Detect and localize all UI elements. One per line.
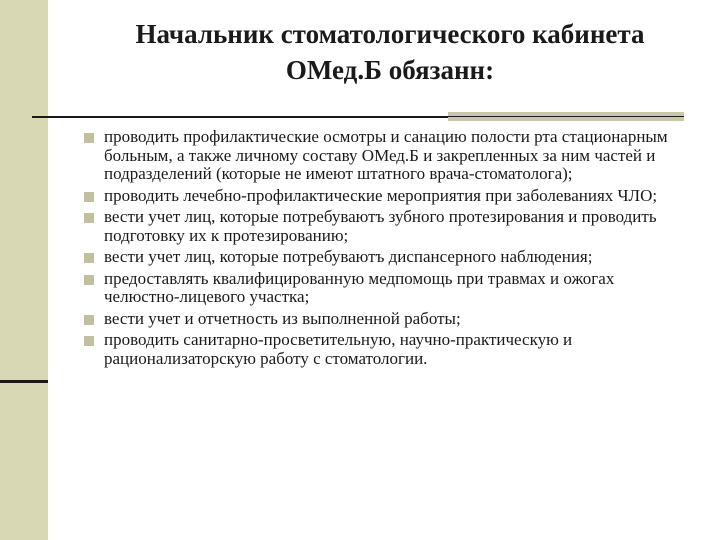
list-item [84,310,694,329]
list-item-text: предоставлять квалифицированную медпомощь при травмах и ожогах челюстно-лицевого участка; [104,268,615,306]
list-item-text: проводить профилактические осмотры и санацию полости рта стационарным больным, а также личному составу ОМед.Б и закрепленных за ним частей и подразделений (которые не имеют штатного врача-стоматолога); [104,127,668,183]
list-item-text: вести учет лиц, которые потребуваютъ зубного протезирования и проводить подготовку их к протезированию; [104,207,657,245]
square-bullet-icon [84,275,94,285]
list-item-text: проводить санитарно-просветительную, научно-практическую и рационализаторскую работу с стоматологии. [104,330,573,368]
list-item-text: вести учет и отчетность из выполненной работы; [104,308,461,328]
list-item-text: вести учет лиц, которые потребуваютъ диспансерного наблюдения; [104,247,593,266]
square-bullet-icon [84,133,94,143]
list-item [84,187,694,206]
title-accent-bar [448,112,684,121]
list-item [84,128,694,184]
list-item [84,208,694,245]
square-bullet-icon [84,213,94,223]
square-bullet-icon [84,315,94,325]
list-item [84,248,694,267]
square-bullet-icon [84,336,94,346]
list-item [84,331,694,368]
slide-title [60,16,720,88]
square-bullet-icon [84,192,94,202]
band-divider [0,380,48,383]
list-item-text: проводить лечебно-профилактические мероприятия при заболеваниях ЧЛО; [104,185,658,205]
list-item [84,270,694,307]
title-line-1: Начальник стоматологического кабинета [135,19,645,49]
left-decorative-band [0,0,48,540]
duties-list [84,128,694,371]
square-bullet-icon [84,253,94,263]
title-line-2: ОМед.Б обязанн: [285,55,495,85]
